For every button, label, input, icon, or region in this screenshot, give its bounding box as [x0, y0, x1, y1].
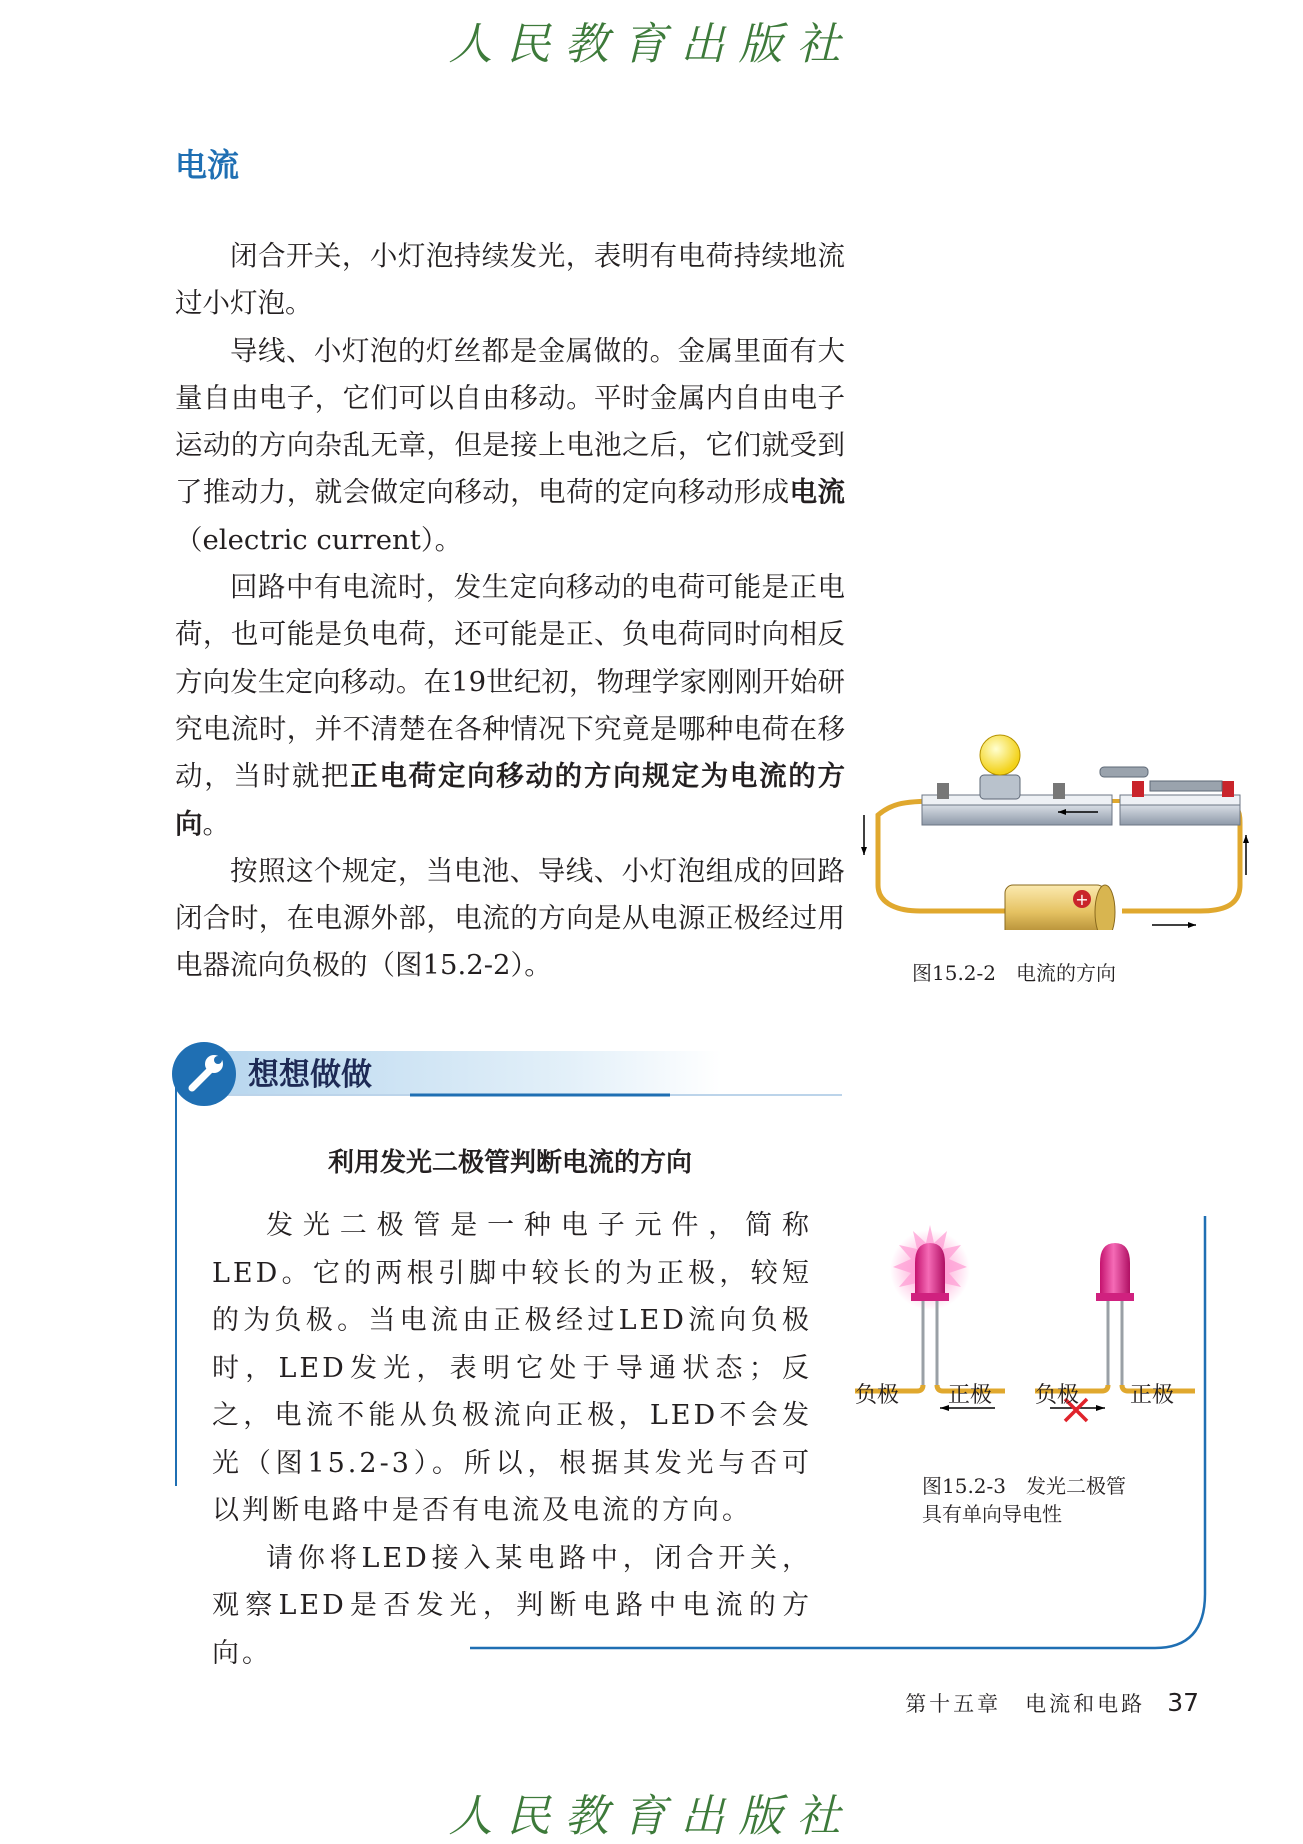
terminal-icon [937, 783, 949, 799]
svg-text:+: + [1075, 890, 1089, 909]
section-title: 电流 [175, 146, 240, 184]
activity-text [212, 1202, 812, 1677]
led-figure [855, 1225, 1195, 1455]
figure-caption-2-line1: 图15.2-3 发光二极管 [922, 1474, 1127, 1498]
activity-paragraph-2: 请你将LED接入某电路中，闭合开关，观察LED是否发光，判断电路中电流的方向。 [212, 1542, 812, 1669]
switch-base [1120, 803, 1240, 825]
watermark-top: 人民教育出版社 [448, 19, 855, 70]
page-footer [905, 1688, 1199, 1718]
paragraph-1: 闭合开关，小灯泡持续发光，表明有电荷持续地流过小灯泡。 [175, 240, 845, 320]
switch-blade [1150, 781, 1222, 791]
activity-subtitle: 利用发光二极管判断电流的方向 [327, 1148, 692, 1178]
label-positive-2: 正极 [1130, 1383, 1175, 1408]
activity-title: 想想做做 [248, 1057, 372, 1093]
red-terminal-icon [1132, 781, 1144, 797]
switch-handle [1100, 767, 1148, 777]
lamp-base [922, 803, 1112, 825]
watermark-bottom: 人民教育出版社 [448, 1791, 855, 1842]
led-on-icon [890, 1225, 970, 1310]
lamp-socket [980, 775, 1020, 799]
definition-bold: 正电荷定向移动的方向规定为电流的方向 [175, 760, 846, 840]
chapter-title: 第十五章 电流和电路 [905, 1692, 1146, 1716]
body-text [175, 233, 845, 990]
activity-paragraph-1: 发光二极管是一种电子元件，简称LED。它的两根引脚中较长的为正极，较短的为负极。当电流由正极经过LED流向负极时，LED发光，表明它处于导通状态；反之，电流不能从负极流向正极，LED不会发光（图15.2-3）。所以，根据其发光与否可以判断电路中是否有电流及电流的方向。 [212, 1210, 812, 1526]
figure-caption-1: 图15.2-2 电流的方向 [912, 961, 1117, 985]
paragraph-4: 按照这个规定，当电池、导线、小灯泡组成的回路闭合时，在电源外部，电流的方向是从电源正极经过用电器流向负极的（图15.2-2）。 [175, 854, 845, 982]
page-number: 37 [1167, 1688, 1199, 1717]
label-negative-2: 负极 [1035, 1383, 1080, 1408]
paragraph-2: 导线、小灯泡的灯丝都是金属做的。金属里面有大量自由电子，它们可以自由移动。平时金属内自由电子运动的方向杂乱无章，但是接上电池之后，它们就受到了推动力，就会做定向移动，电荷的定向移动形成电流（electric current）。 [175, 334, 846, 556]
paragraph-3: 回路中有电流时，发生定向移动的电荷可能是正电荷，也可能是负电荷，还可能是正、负电荷同时向相反方向发生定向移动。在19世纪初，物理学家刚刚开始研究电流时，并不清楚在各种情况下究竟是哪种电荷在移动，当时就把正电荷定向移动的方向规定为电流的方向。 [175, 571, 846, 840]
label-positive-1: 正极 [948, 1383, 993, 1408]
term-current: 电流 [789, 476, 846, 509]
terminal-icon [1053, 783, 1065, 799]
red-terminal-icon [1222, 781, 1234, 797]
figure-caption-2-line2: 具有单向导电性 [922, 1502, 1062, 1526]
led-off-icon [1096, 1243, 1134, 1301]
label-negative-1: 负极 [855, 1383, 900, 1408]
bulb-icon [980, 735, 1020, 775]
battery-icon [1005, 885, 1105, 930]
circuit-figure [860, 715, 1250, 930]
